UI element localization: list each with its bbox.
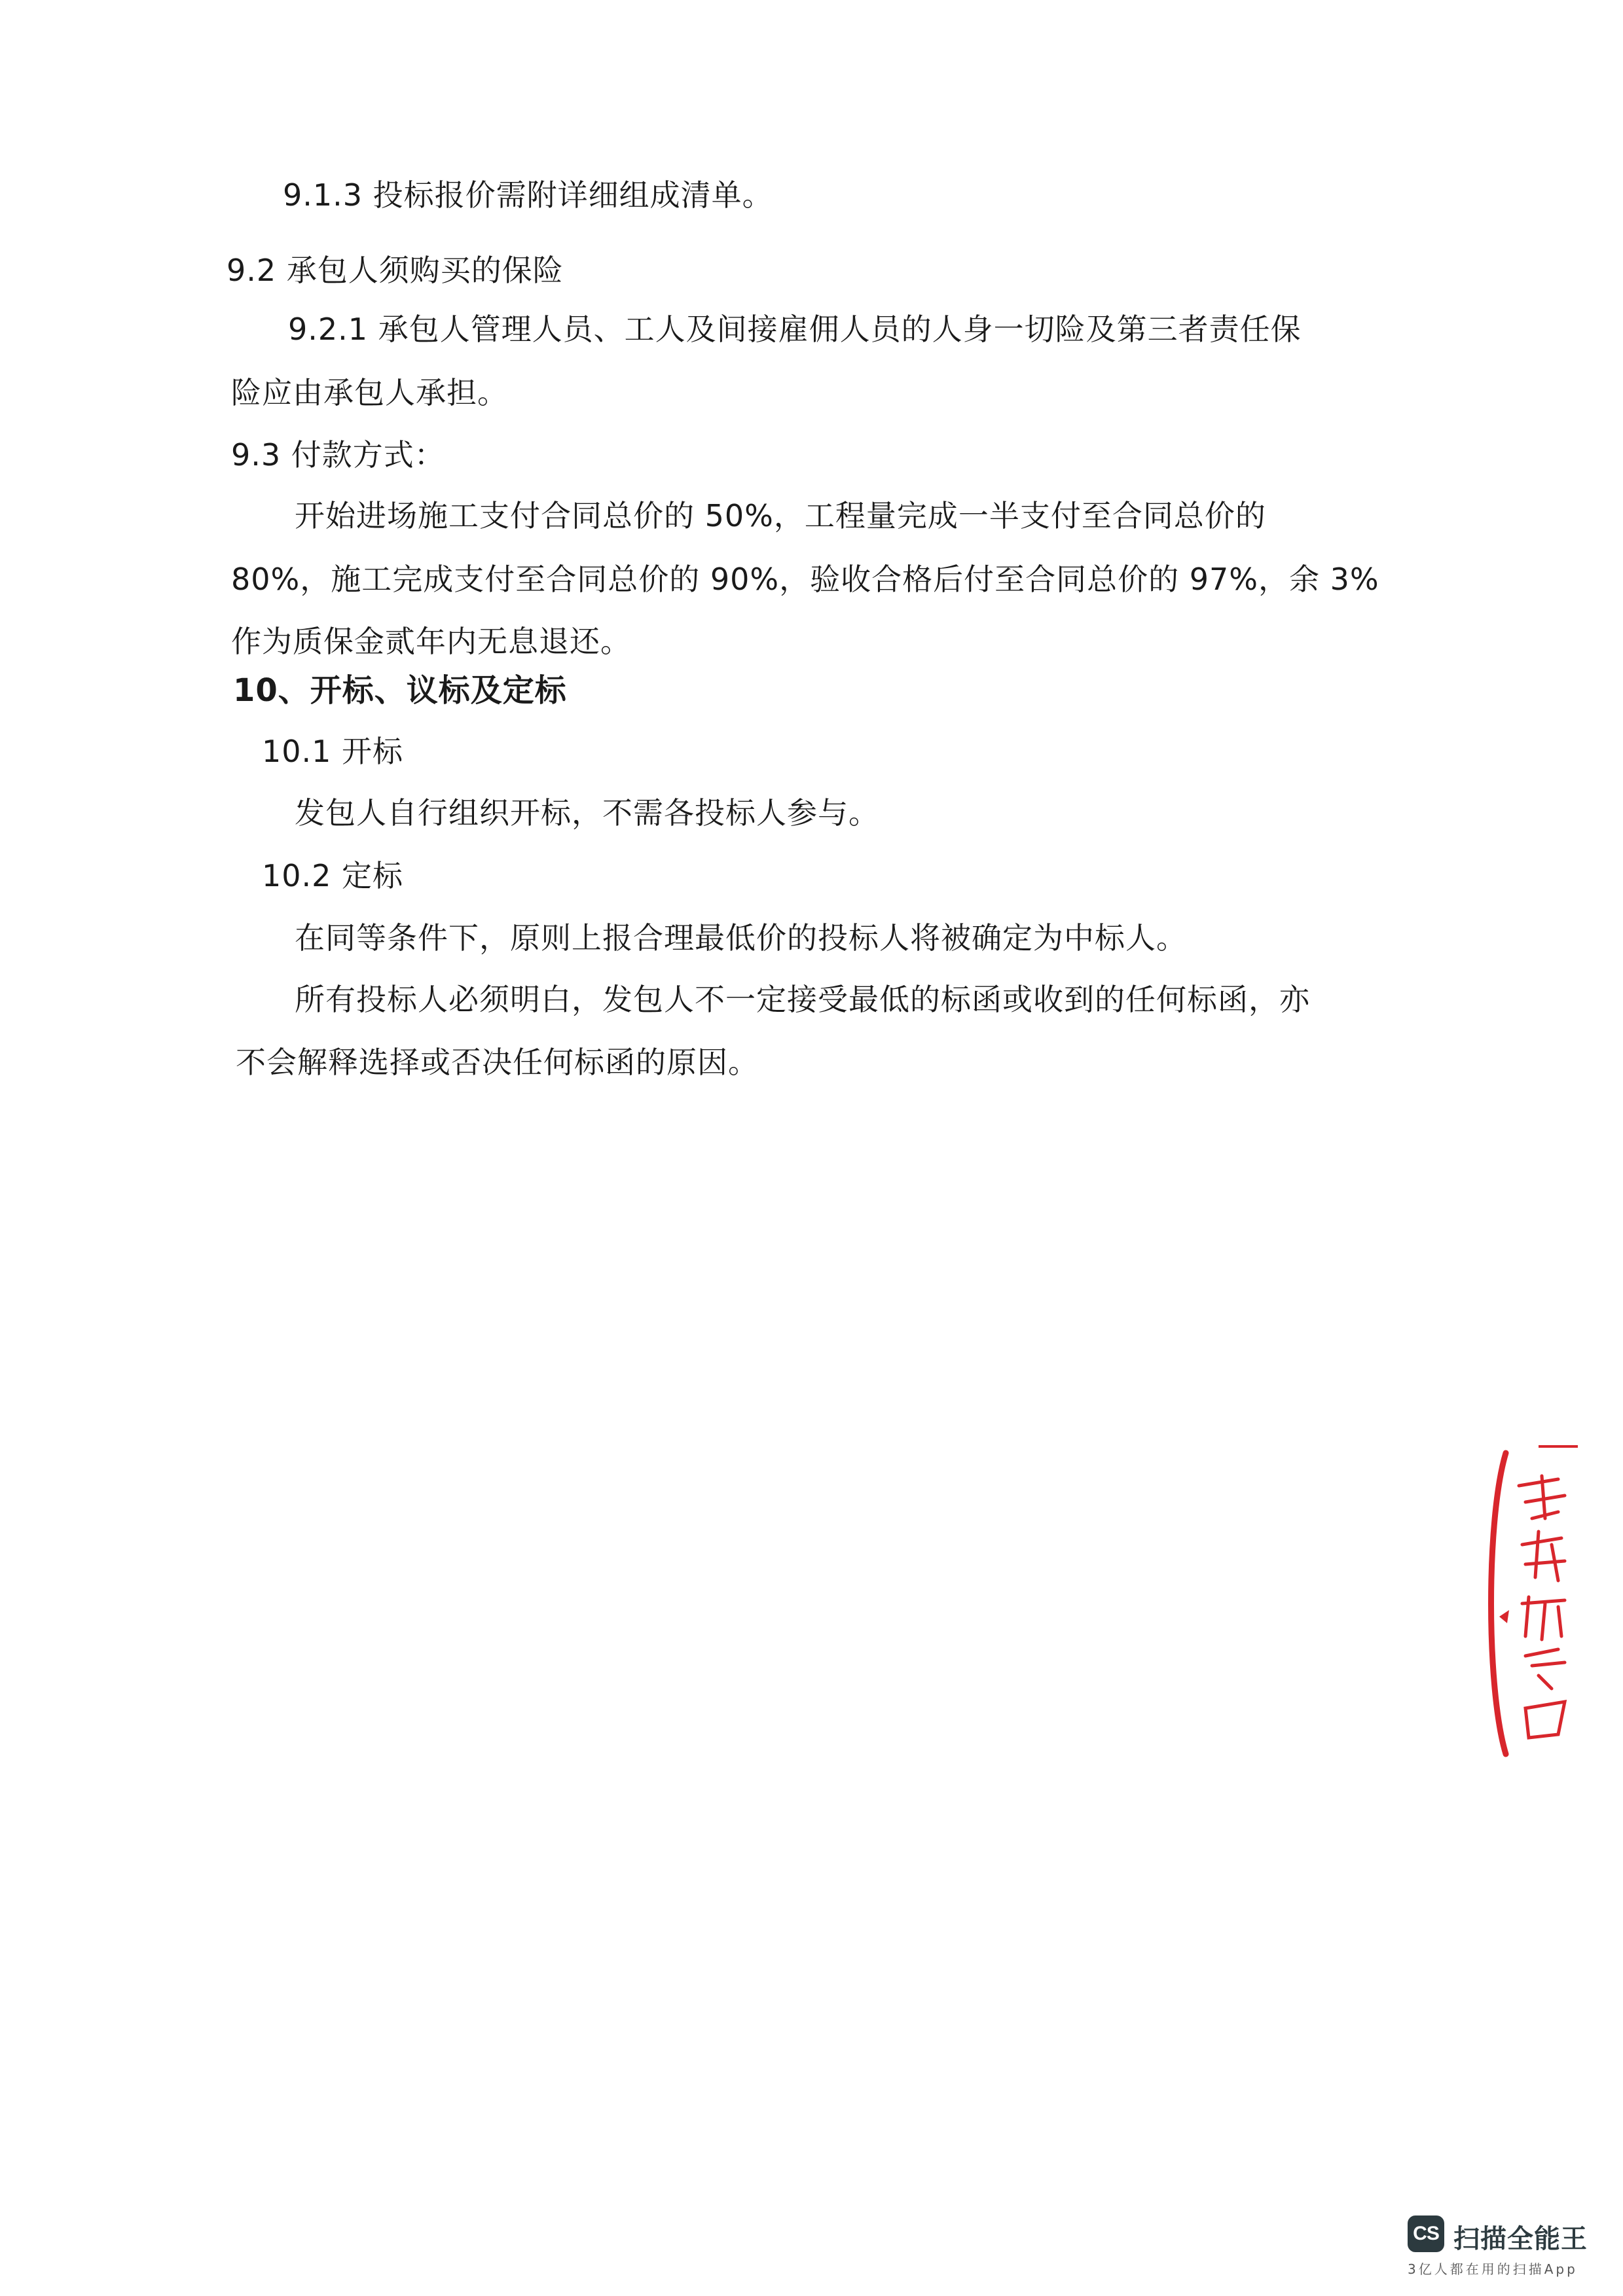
payment-line2: 80%，施工完成支付至合同总价的 90%，验收合格后付至合同总价的 97%，余 3% xyxy=(231,562,1379,597)
watermark-title: 扫描全能王 xyxy=(1453,2224,1588,2254)
scanner-watermark xyxy=(1408,2215,1604,2281)
watermark-subtitle: 3亿人都在用的扫描App xyxy=(1408,2261,1578,2277)
clause-9-2-1-line1: 9.2.1 承包人管理人员、工人及间接雇佣人员的人身一切险及第三者责任保 xyxy=(288,312,1302,347)
clause-10-2-note-line2: 不会解释选择或否决任何标函的原因。 xyxy=(236,1045,759,1080)
clause-9-2-title: 9.2 承包人须购买的保险 xyxy=(227,253,564,288)
payment-line3: 作为质保金贰年内无息退还。 xyxy=(231,624,631,659)
clause-10-2-title: 10.2 定标 xyxy=(262,858,404,893)
clause-9-2-1-line2: 险应由承包人承担。 xyxy=(231,375,508,410)
company-seal xyxy=(1460,1440,1591,1767)
clause-10-1-body: 发包人自行组织开标，不需各投标人参与。 xyxy=(295,795,879,831)
section-10-heading: 10、开标、议标及定标 xyxy=(233,672,567,709)
payment-line1: 开始进场施工支付合同总价的 50%，工程量完成一半支付至合同总价的 xyxy=(295,498,1266,533)
clause-10-2-note-line1: 所有投标人必须明白，发包人不一定接受最低的标函或收到的任何标函，亦 xyxy=(295,982,1310,1017)
clause-9-1-3: 9.1.3 投标报价需附详细组成清单。 xyxy=(283,177,773,213)
camscanner-logo-icon: CS xyxy=(1408,2215,1444,2252)
clause-10-1-title: 10.1 开标 xyxy=(262,734,404,769)
clause-10-2-body: 在同等条件下，原则上报合理最低价的投标人将被确定为中标人。 xyxy=(295,920,1187,956)
clause-9-3-title: 9.3 付款方式： xyxy=(231,437,445,473)
